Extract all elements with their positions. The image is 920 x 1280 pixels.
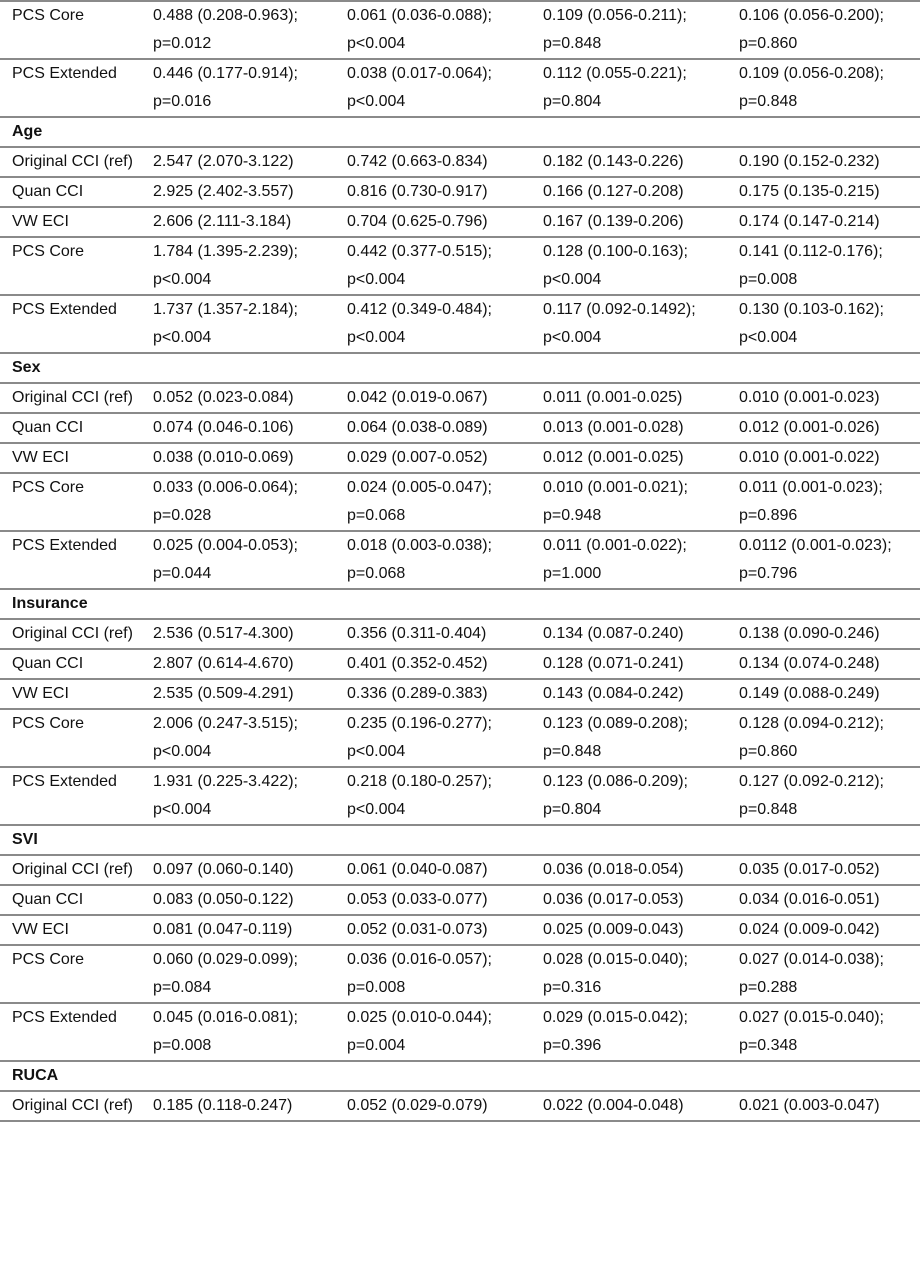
table-cell: 0.742 (0.663-0.834) xyxy=(335,147,531,177)
section-header: Age xyxy=(0,117,920,147)
table-cell: 0.012 (0.001-0.026) xyxy=(727,413,920,443)
results-table-body xyxy=(0,1,920,1121)
table-row xyxy=(0,915,920,945)
row-label: PCS Core xyxy=(0,709,141,767)
table-cell: 1.784 (1.395-2.239); p<0.004 xyxy=(141,237,335,295)
table-cell: 0.052 (0.031-0.073) xyxy=(335,915,531,945)
table-cell: 2.807 (0.614-4.670) xyxy=(141,649,335,679)
table-cell: 0.081 (0.047-0.119) xyxy=(141,915,335,945)
table-cell: 0.134 (0.074-0.248) xyxy=(727,649,920,679)
table-cell: 0.036 (0.017-0.053) xyxy=(531,885,727,915)
table-cell: 1.737 (1.357-2.184); p<0.004 xyxy=(141,295,335,353)
table-cell: 0.027 (0.015-0.040); p=0.348 xyxy=(727,1003,920,1061)
table-cell: 0.112 (0.055-0.221); p=0.804 xyxy=(531,59,727,117)
table-row xyxy=(0,383,920,413)
table-cell: 0.052 (0.029-0.079) xyxy=(335,1091,531,1121)
table-cell: 0.025 (0.004-0.053); p=0.044 xyxy=(141,531,335,589)
table-row xyxy=(0,1,920,59)
table-cell: 0.052 (0.023-0.084) xyxy=(141,383,335,413)
table-cell: 0.011 (0.001-0.025) xyxy=(531,383,727,413)
table-cell: 0.010 (0.001-0.022) xyxy=(727,443,920,473)
table-row xyxy=(0,473,920,531)
table-cell: 0.356 (0.311-0.404) xyxy=(335,619,531,649)
row-label: Quan CCI xyxy=(0,413,141,443)
row-label: PCS Core xyxy=(0,945,141,1003)
row-label: VW ECI xyxy=(0,679,141,709)
table-cell: 0.128 (0.071-0.241) xyxy=(531,649,727,679)
table-cell: 0.182 (0.143-0.226) xyxy=(531,147,727,177)
row-label: Quan CCI xyxy=(0,649,141,679)
table-cell: 0.143 (0.084-0.242) xyxy=(531,679,727,709)
table-cell: 2.606 (2.111-3.184) xyxy=(141,207,335,237)
table-row xyxy=(0,855,920,885)
table-cell: 0.109 (0.056-0.208); p=0.848 xyxy=(727,59,920,117)
row-label: VW ECI xyxy=(0,915,141,945)
table-row xyxy=(0,1003,920,1061)
table-row xyxy=(0,1091,920,1121)
table-cell: 0.034 (0.016-0.051) xyxy=(727,885,920,915)
row-label: Original CCI (ref) xyxy=(0,383,141,413)
table-cell: 0.028 (0.015-0.040); p=0.316 xyxy=(531,945,727,1003)
table-cell: 0.064 (0.038-0.089) xyxy=(335,413,531,443)
table-cell: 0.123 (0.086-0.209); p=0.804 xyxy=(531,767,727,825)
table-cell: 0.036 (0.016-0.057); p=0.008 xyxy=(335,945,531,1003)
table-cell: 0.442 (0.377-0.515); p<0.004 xyxy=(335,237,531,295)
row-label: PCS Extended xyxy=(0,59,141,117)
section-header-row xyxy=(0,117,920,147)
table-cell: 0.024 (0.009-0.042) xyxy=(727,915,920,945)
table-cell: 0.042 (0.019-0.067) xyxy=(335,383,531,413)
table-cell: 0.130 (0.103-0.162); p<0.004 xyxy=(727,295,920,353)
table-row xyxy=(0,531,920,589)
row-label: PCS Extended xyxy=(0,295,141,353)
table-cell: 0.022 (0.004-0.048) xyxy=(531,1091,727,1121)
row-label: PCS Extended xyxy=(0,531,141,589)
table-cell: 0.138 (0.090-0.246) xyxy=(727,619,920,649)
table-cell: 0.061 (0.036-0.088); p<0.004 xyxy=(335,1,531,59)
row-label: VW ECI xyxy=(0,207,141,237)
row-label: Quan CCI xyxy=(0,885,141,915)
table-cell: 0.024 (0.005-0.047); p=0.068 xyxy=(335,473,531,531)
row-label: Original CCI (ref) xyxy=(0,619,141,649)
section-header: Sex xyxy=(0,353,920,383)
table-row xyxy=(0,679,920,709)
table-cell: 0.025 (0.009-0.043) xyxy=(531,915,727,945)
table-cell: 0.053 (0.033-0.077) xyxy=(335,885,531,915)
table-cell: 0.010 (0.001-0.023) xyxy=(727,383,920,413)
table-cell: 0.097 (0.060-0.140) xyxy=(141,855,335,885)
row-label: Original CCI (ref) xyxy=(0,855,141,885)
table-cell: 0.446 (0.177-0.914); p=0.016 xyxy=(141,59,335,117)
table-cell: 0.021 (0.003-0.047) xyxy=(727,1091,920,1121)
row-label: PCS Core xyxy=(0,473,141,531)
table-cell: 0.061 (0.040-0.087) xyxy=(335,855,531,885)
table-row xyxy=(0,709,920,767)
table-cell: 0.127 (0.092-0.212); p=0.848 xyxy=(727,767,920,825)
table-cell: 0.029 (0.015-0.042); p=0.396 xyxy=(531,1003,727,1061)
table-cell: 0.704 (0.625-0.796) xyxy=(335,207,531,237)
table-row xyxy=(0,649,920,679)
table-cell: 0.013 (0.001-0.028) xyxy=(531,413,727,443)
section-header-row xyxy=(0,589,920,619)
row-label: Original CCI (ref) xyxy=(0,1091,141,1121)
row-label: PCS Core xyxy=(0,237,141,295)
table-cell: 0.035 (0.017-0.052) xyxy=(727,855,920,885)
row-label: Quan CCI xyxy=(0,177,141,207)
table-cell: 0.167 (0.139-0.206) xyxy=(531,207,727,237)
table-row xyxy=(0,885,920,915)
section-header-row xyxy=(0,1061,920,1091)
table-cell: 0.018 (0.003-0.038); p=0.068 xyxy=(335,531,531,589)
row-label: Original CCI (ref) xyxy=(0,147,141,177)
table-cell: 0.029 (0.007-0.052) xyxy=(335,443,531,473)
table-cell: 1.931 (0.225-3.422); p<0.004 xyxy=(141,767,335,825)
table-cell: 0.106 (0.056-0.200); p=0.860 xyxy=(727,1,920,59)
table-cell: 0.412 (0.349-0.484); p<0.004 xyxy=(335,295,531,353)
table-cell: 0.190 (0.152-0.232) xyxy=(727,147,920,177)
table-cell: 0.011 (0.001-0.022); p=1.000 xyxy=(531,531,727,589)
table-cell: 2.536 (0.517-4.300) xyxy=(141,619,335,649)
table-cell: 2.547 (2.070-3.122) xyxy=(141,147,335,177)
table-cell: 2.535 (0.509-4.291) xyxy=(141,679,335,709)
table-row xyxy=(0,443,920,473)
row-label: PCS Extended xyxy=(0,1003,141,1061)
table-cell: 0.083 (0.050-0.122) xyxy=(141,885,335,915)
table-cell: 0.141 (0.112-0.176); p=0.008 xyxy=(727,237,920,295)
table-row xyxy=(0,767,920,825)
table-cell: 0.011 (0.001-0.023); p=0.896 xyxy=(727,473,920,531)
table-cell: 0.166 (0.127-0.208) xyxy=(531,177,727,207)
table-cell: 0.038 (0.010-0.069) xyxy=(141,443,335,473)
table-cell: 0.0112 (0.001-0.023); p=0.796 xyxy=(727,531,920,589)
section-header-row xyxy=(0,353,920,383)
table-row xyxy=(0,619,920,649)
table-row xyxy=(0,59,920,117)
table-row xyxy=(0,207,920,237)
table-cell: 0.060 (0.029-0.099); p=0.084 xyxy=(141,945,335,1003)
table-row xyxy=(0,295,920,353)
table-cell: 0.128 (0.100-0.163); p<0.004 xyxy=(531,237,727,295)
table-cell: 0.134 (0.087-0.240) xyxy=(531,619,727,649)
table-cell: 0.117 (0.092-0.1492); p<0.004 xyxy=(531,295,727,353)
section-header: SVI xyxy=(0,825,920,855)
table-row xyxy=(0,177,920,207)
table-cell: 2.925 (2.402-3.557) xyxy=(141,177,335,207)
table-cell: 0.174 (0.147-0.214) xyxy=(727,207,920,237)
table-cell: 0.149 (0.088-0.249) xyxy=(727,679,920,709)
section-header: RUCA xyxy=(0,1061,920,1091)
row-label: PCS Core xyxy=(0,1,141,59)
table-cell: 0.045 (0.016-0.081); p=0.008 xyxy=(141,1003,335,1061)
table-cell: 0.235 (0.196-0.277); p<0.004 xyxy=(335,709,531,767)
section-header-row xyxy=(0,825,920,855)
table-cell: 0.218 (0.180-0.257); p<0.004 xyxy=(335,767,531,825)
table-cell: 0.038 (0.017-0.064); p<0.004 xyxy=(335,59,531,117)
table-cell: 0.123 (0.089-0.208); p=0.848 xyxy=(531,709,727,767)
table-cell: 0.025 (0.010-0.044); p=0.004 xyxy=(335,1003,531,1061)
table-row xyxy=(0,413,920,443)
table-cell: 2.006 (0.247-3.515); p<0.004 xyxy=(141,709,335,767)
table-cell: 0.185 (0.118-0.247) xyxy=(141,1091,335,1121)
table-cell: 0.012 (0.001-0.025) xyxy=(531,443,727,473)
table-cell: 0.010 (0.001-0.021); p=0.948 xyxy=(531,473,727,531)
table-row xyxy=(0,237,920,295)
table-cell: 0.109 (0.056-0.211); p=0.848 xyxy=(531,1,727,59)
section-header: Insurance xyxy=(0,589,920,619)
table-row xyxy=(0,945,920,1003)
table-cell: 0.401 (0.352-0.452) xyxy=(335,649,531,679)
table-cell: 0.128 (0.094-0.212); p=0.860 xyxy=(727,709,920,767)
table-cell: 0.488 (0.208-0.963); p=0.012 xyxy=(141,1,335,59)
row-label: VW ECI xyxy=(0,443,141,473)
table-cell: 0.336 (0.289-0.383) xyxy=(335,679,531,709)
table-cell: 0.816 (0.730-0.917) xyxy=(335,177,531,207)
table-cell: 0.033 (0.006-0.064); p=0.028 xyxy=(141,473,335,531)
table-cell: 0.074 (0.046-0.106) xyxy=(141,413,335,443)
row-label: PCS Extended xyxy=(0,767,141,825)
table-cell: 0.036 (0.018-0.054) xyxy=(531,855,727,885)
table-cell: 0.175 (0.135-0.215) xyxy=(727,177,920,207)
table-cell: 0.027 (0.014-0.038); p=0.288 xyxy=(727,945,920,1003)
table-row xyxy=(0,147,920,177)
